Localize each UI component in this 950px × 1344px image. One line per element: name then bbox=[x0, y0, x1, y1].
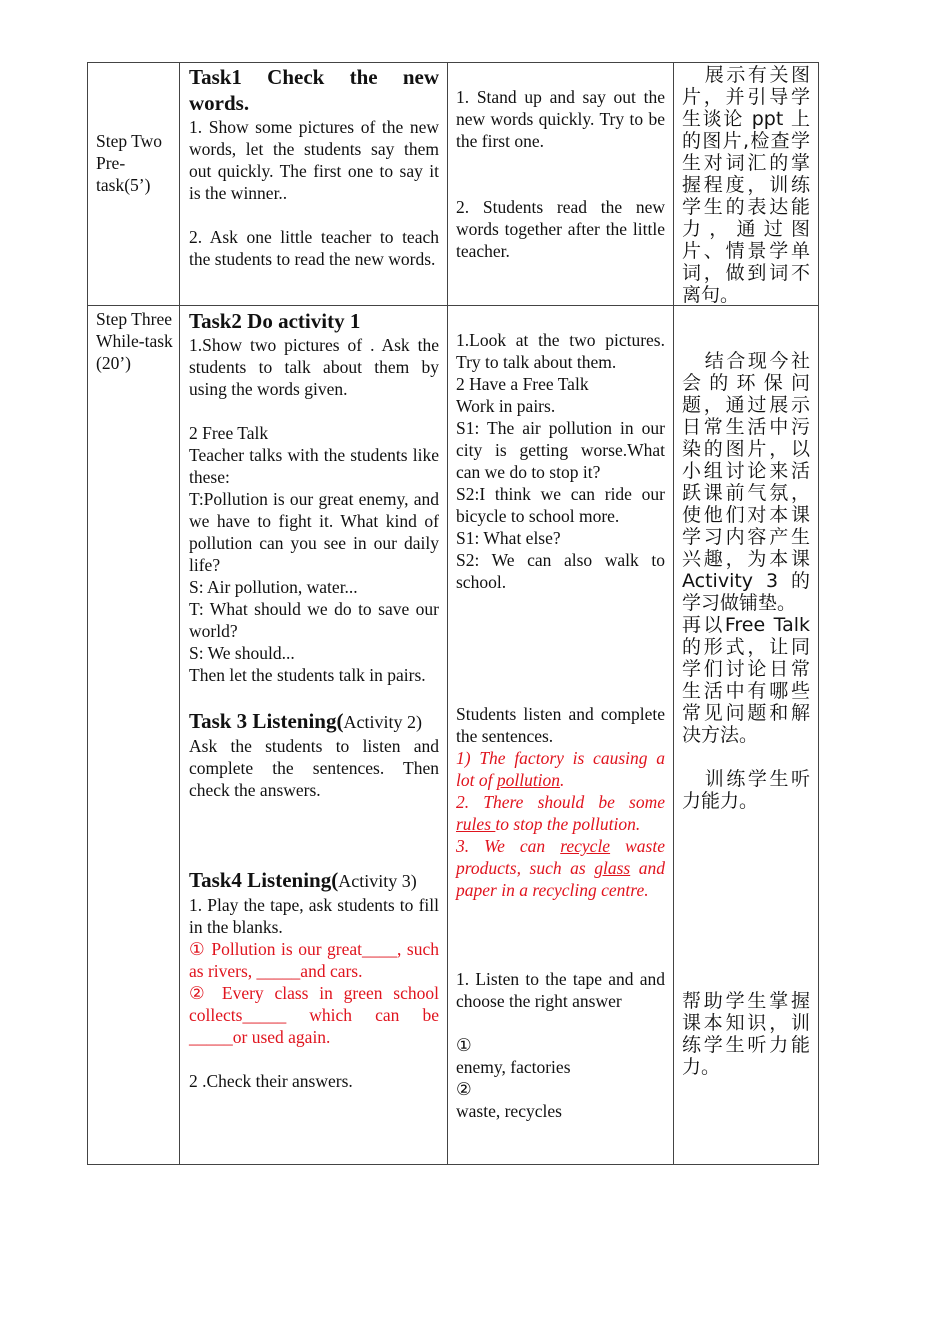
dialog-line: T:Pollution is our great enemy, and we have to fight it. What kind of pollution can you see in our daily life? bbox=[189, 489, 439, 575]
col-divider bbox=[818, 62, 819, 1165]
task4-activity: Activity 3) bbox=[338, 871, 417, 891]
task3-activity: Activity 2) bbox=[343, 712, 422, 732]
teacher-activity-cell bbox=[189, 308, 439, 1092]
text: to stop the pollution. bbox=[495, 814, 641, 834]
answer-sentence-3 bbox=[456, 835, 665, 901]
task-title: Task1 Check the new words. bbox=[189, 65, 439, 115]
paragraph: 再以Free Talk的形式，让同学们讨论日常生活中有哪些常见问题和解决方法。 bbox=[682, 614, 810, 746]
text: 2. There should be some bbox=[456, 792, 665, 812]
task4-title: Task4 Listening( bbox=[189, 868, 339, 892]
step-label: Step Two Pre-task(5’) bbox=[96, 131, 163, 195]
student-activity-cell bbox=[456, 86, 665, 262]
paragraph: 1. Play the tape, ask students to fill in the blanks. bbox=[189, 895, 439, 937]
col-divider bbox=[87, 62, 88, 1165]
paragraph: 1. Listen to the tape and and choose the right answer bbox=[456, 969, 665, 1011]
paragraph: 2. Ask one little teacher to teach the students to read the new words. bbox=[189, 227, 439, 269]
answer: waste, recycles bbox=[456, 1101, 562, 1121]
dialog-line: S: Air pollution, water... bbox=[189, 577, 358, 597]
text: and paper in a recycling centre. bbox=[456, 858, 666, 900]
task-title bbox=[189, 708, 439, 735]
answer: pollution bbox=[496, 770, 561, 790]
teacher-activity-cell bbox=[189, 64, 439, 270]
paragraph: Ask the students to listen and complete the sentences. Then check the answers. bbox=[189, 736, 439, 800]
table-border-top bbox=[87, 62, 819, 63]
student-activity-cell bbox=[456, 329, 665, 593]
answer: glass bbox=[594, 858, 631, 878]
col-divider bbox=[447, 62, 448, 1165]
answer-sentence-2 bbox=[456, 791, 665, 835]
dialog-line: S1: The air pollution in our city is getting worse.What can we do to stop it? bbox=[456, 418, 665, 482]
purpose-cell bbox=[682, 350, 810, 812]
dialog-line: S: We should... bbox=[189, 643, 295, 663]
tape-answers bbox=[456, 968, 665, 1122]
step-label: Step Three While-task (20’) bbox=[96, 309, 173, 373]
text: 1) The factory is causing a lot of bbox=[456, 748, 665, 790]
col-divider bbox=[179, 62, 180, 1165]
dialog-line: T: What should we do to save our world? bbox=[189, 599, 439, 641]
task-title: Task2 Do activity 1 bbox=[189, 309, 361, 333]
table-border-bottom bbox=[87, 1164, 819, 1165]
answer-sentence-1 bbox=[456, 747, 665, 791]
purpose-cell: 展示有关图片，并引导学生谈论 ppt 上的图片,检查学生对词汇的掌握程度，训练学生的表达能力，通过图片、情景学单词，做到词不离句。 bbox=[682, 64, 810, 306]
paragraph: Teacher talks with the students like these: bbox=[189, 445, 439, 487]
paragraph: Work in pairs. bbox=[456, 396, 556, 416]
dialog-line: S2: We can also walk to school. bbox=[456, 550, 665, 592]
blank-sentence: ① Pollution is our great____, such as rivers, _____and cars. bbox=[189, 939, 439, 981]
answer: enemy, factories bbox=[456, 1057, 571, 1077]
task-title bbox=[189, 867, 439, 894]
purpose-listening: 帮助学生掌握课本知识，训练学生听力能力。 bbox=[682, 990, 810, 1078]
text: 3. We can bbox=[456, 836, 561, 856]
paragraph: 1. Stand up and say out the new words quickly. Try to be the first one. bbox=[456, 87, 665, 151]
number: ① bbox=[456, 1035, 472, 1055]
paragraph: 1.Show two pictures of . Ask the students to talk about them by using the words given. bbox=[189, 335, 439, 399]
text: waste products, such as bbox=[456, 836, 665, 878]
dialog-line: S2:I think we can ride our bicycle to school more. bbox=[456, 484, 665, 526]
paragraph: 2 Have a Free Talk bbox=[456, 374, 589, 394]
answer: recycle bbox=[560, 836, 611, 856]
paragraph: 1. Show some pictures of the new words, let the students say them out quickly. The first one to say it is the winner.. bbox=[189, 117, 439, 203]
col-divider bbox=[673, 62, 674, 1165]
listening-answers bbox=[456, 703, 665, 901]
dialog-line: S1: What else? bbox=[456, 528, 561, 548]
paragraph: 训练学生听力能力。 bbox=[682, 768, 810, 812]
dialog-line: Then let the students talk in pairs. bbox=[189, 665, 426, 685]
paragraph: Students listen and complete the sentences. bbox=[456, 704, 665, 746]
paragraph: 2 Free Talk bbox=[189, 423, 269, 443]
text: . bbox=[560, 770, 565, 790]
answer: rules bbox=[456, 814, 496, 834]
task3-title: Task 3 Listening( bbox=[189, 709, 344, 733]
blank-sentence: ② Every class in green school collects_____ which can be _____or used again. bbox=[189, 983, 439, 1047]
paragraph: 2 .Check their answers. bbox=[189, 1071, 353, 1091]
paragraph: 2. Students read the new words together after the little teacher. bbox=[456, 197, 665, 261]
paragraph: 1.Look at the two pictures. Try to talk about them. bbox=[456, 330, 665, 372]
number: ② bbox=[456, 1079, 472, 1099]
paragraph: 结合现今社会的环保问题，通过展示日常生活中污染的图片，以小组讨论来活跃课前气氛，使他们对本课学习内容产生兴趣，为本课Activity 3 的学习做铺垫。 bbox=[682, 350, 810, 614]
